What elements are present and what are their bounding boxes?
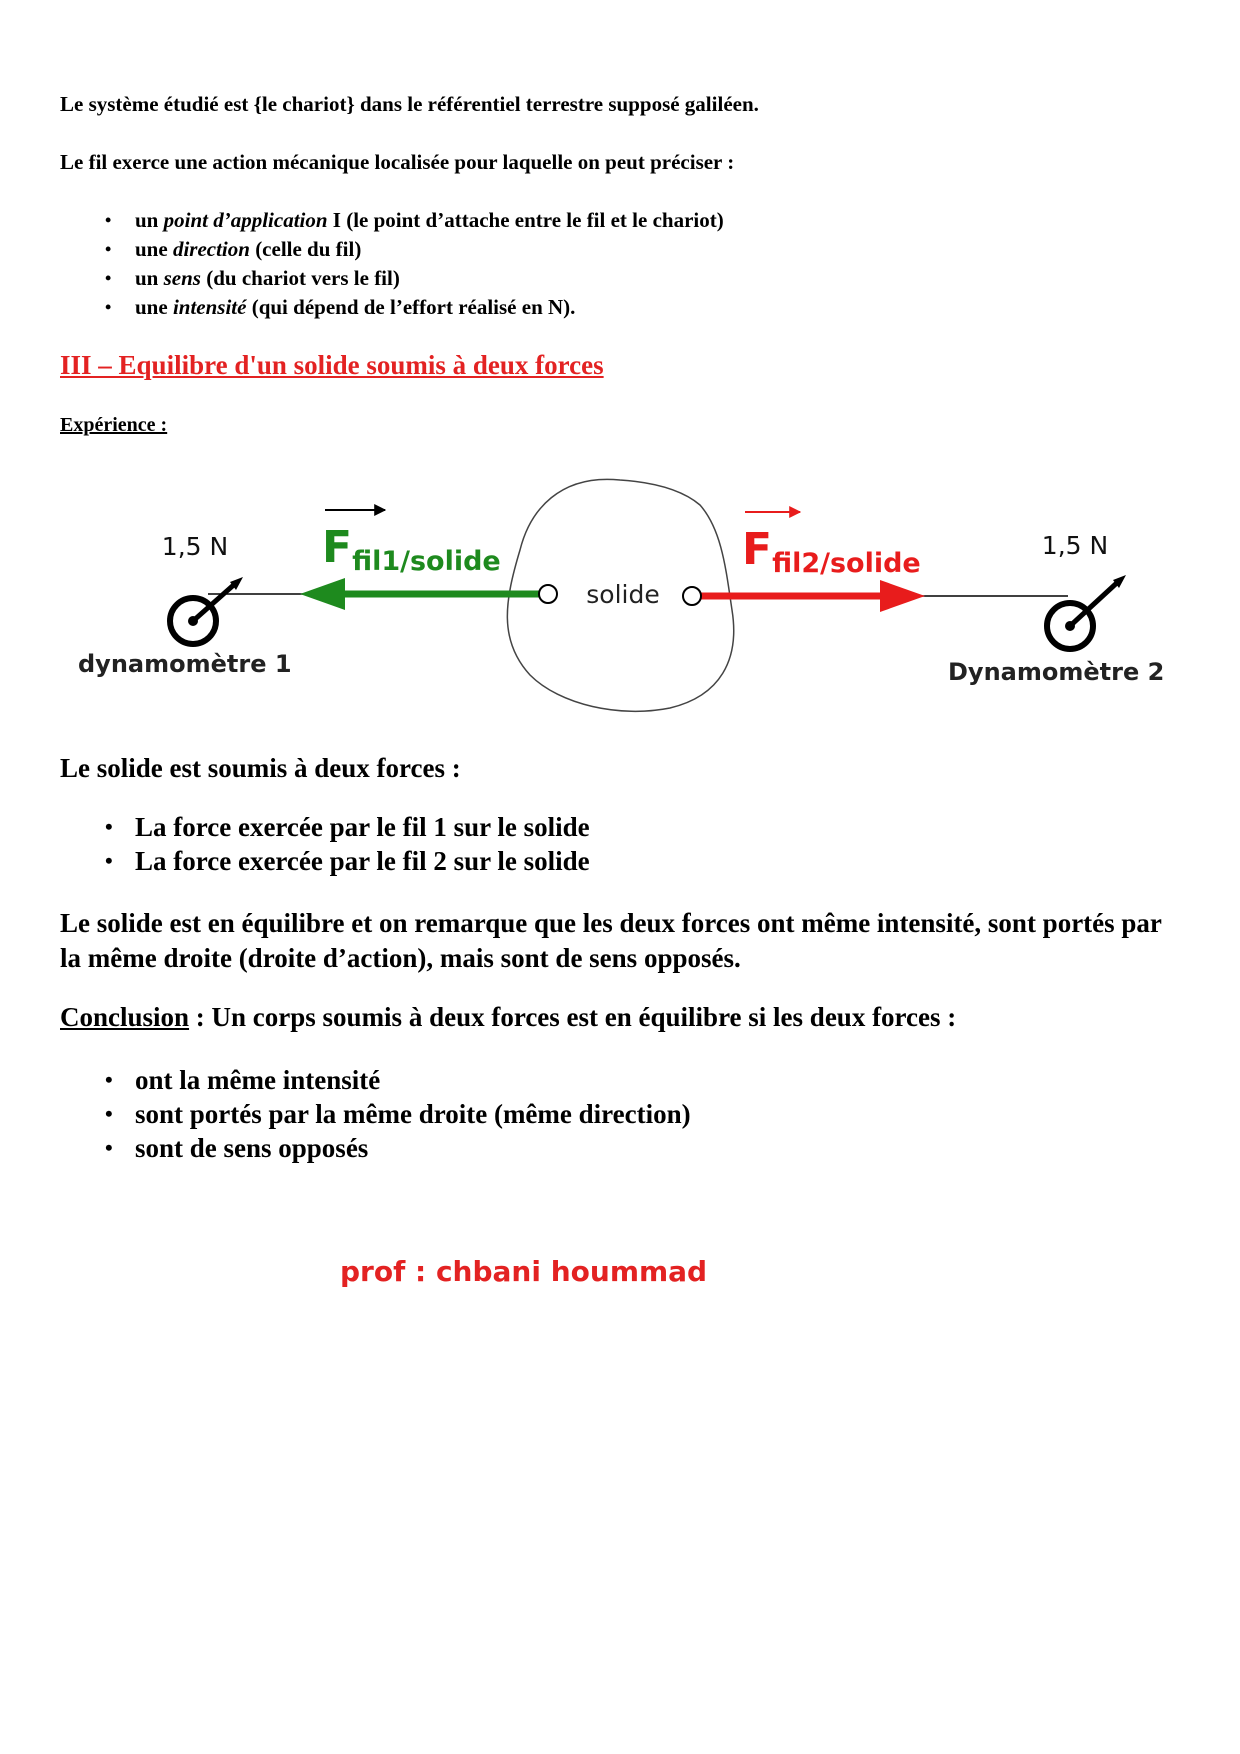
force-2-arrowhead: [880, 580, 925, 612]
list-item: • ont la même intensité: [60, 1063, 1190, 1097]
characteristics-list: [60, 206, 1190, 322]
author-signature: prof : chbani hoummad: [340, 1255, 708, 1288]
list-item: • La force exercée par le fil 2 sur le solide: [60, 844, 1190, 878]
two-forces-diagram: [0, 470, 1240, 720]
list-item: • La force exercée par le fil 1 sur le solide: [60, 810, 1190, 844]
forces-list: [60, 810, 1190, 878]
observation-paragraph: Le solide est en équilibre et on remarque que les deux forces ont même intensité, sont portés par la même droite (droite d’action), mais sont de sens opposés.: [60, 908, 1162, 973]
dynamometer-1-icon: [170, 577, 243, 644]
list-item: • un sens (du chariot vers le fil): [60, 264, 1190, 293]
attachment-point-1: [539, 585, 557, 603]
force-1-label: Ffil1/solide: [322, 522, 501, 577]
intro-paragraph-1: Le système étudié est {le chariot} dans le référentiel terrestre supposé galiléen.: [60, 92, 759, 116]
dynamometer-1-label: dynamomètre 1: [78, 650, 292, 678]
forces-intro: Le solide est soumis à deux forces :: [60, 753, 461, 783]
experience-label: Expérience :: [60, 414, 168, 436]
dynamometer-2-icon: [1047, 575, 1126, 649]
section-title: III – Equilibre d'un solide soumis à deux forces: [60, 350, 604, 380]
list-item: • sont de sens opposés: [60, 1131, 1190, 1165]
solid-label: solide: [586, 580, 660, 609]
list-item: • une direction (celle du fil): [60, 235, 1190, 264]
force-1-arrowhead: [300, 578, 345, 610]
conclusion-paragraph: [60, 1000, 1190, 1035]
list-item: • sont portés par la même droite (même direction): [60, 1097, 1190, 1131]
list-item: • un point d’application I (le point d’attache entre le fil et le chariot): [60, 206, 1190, 235]
attachment-point-2: [683, 587, 701, 605]
conditions-list: [60, 1063, 1190, 1165]
list-item: • une intensité (qui dépend de l’effort réalisé en N).: [60, 293, 1190, 322]
dynamometer-2-label: Dynamomètre 2: [948, 658, 1165, 686]
force-2-label: Ffil2/solide: [742, 524, 921, 579]
conclusion-text: : Un corps soumis à deux forces est en équilibre si les deux forces :: [189, 1002, 957, 1032]
reading-left: 1,5 N: [161, 532, 229, 561]
reading-right: 1,5 N: [1041, 531, 1109, 560]
intro-paragraph-2: Le fil exerce une action mécanique localisée pour laquelle on peut préciser :: [60, 150, 735, 174]
conclusion-label: Conclusion: [60, 1002, 190, 1032]
